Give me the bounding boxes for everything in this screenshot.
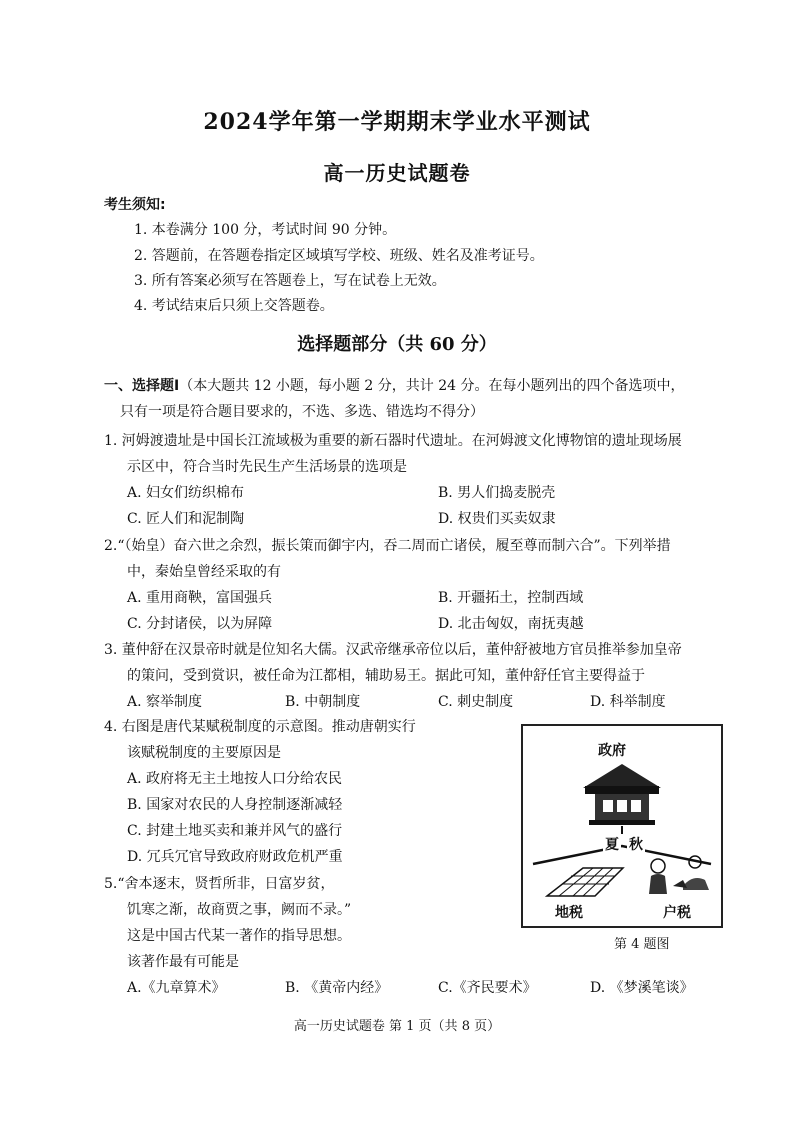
q3-option-a: A. 察举制度 <box>127 694 203 710</box>
page-footer: 高一历史试题卷 第 1 页（共 8 页） <box>293 1019 501 1034</box>
part-instructions <box>104 375 684 395</box>
q5-option-b: B. 《黄帝内经》 <box>285 980 389 996</box>
q1-option-a: A. 妇女们纺织棉布 <box>127 485 245 501</box>
figure-autumn-label: 秋 <box>627 834 645 854</box>
question-4-stem-cont: 该赋税制度的主要原因是 <box>127 745 281 761</box>
q5-option-d: D. 《梦溪笔谈》 <box>590 980 694 996</box>
q4-option-c: C. 封建土地买卖和兼并风气的盛行 <box>127 823 343 839</box>
exam-subtitle: 高一历史试题卷 <box>323 161 471 185</box>
part-desc-2: 只有一项是符合题目要求的，不选、多选、错选均不得分） <box>120 404 484 420</box>
figure-household-tax-label: 户税 <box>663 905 691 921</box>
q2-option-d: D. 北击匈奴，南抚夷越 <box>438 616 584 632</box>
q3-option-d: D. 科举制度 <box>590 694 666 710</box>
question-1-stem: 1. 河姆渡遗址是中国长江流域极为重要的新石器时代遗址。在河姆渡文化博物馆的遗址现场展 <box>104 433 682 449</box>
q1-option-b: B. 男人们捣麦脱壳 <box>438 485 556 501</box>
tax-system-figure <box>521 724 723 928</box>
q2-option-a: A. 重用商鞅，富国强兵 <box>127 590 273 606</box>
question-3-stem: 3. 董仲舒在汉景帝时就是位知名大儒。汉武帝继承帝位以后，董仲舒被地方官员推举参加皇帝 <box>104 642 682 658</box>
q2-option-c: C. 分封诸侯，以为屏障 <box>127 616 273 632</box>
figure-summer-label: 夏 <box>603 834 621 854</box>
q1-option-d: D. 权贵们买卖奴隶 <box>438 511 556 527</box>
part-label: 一、选择题Ⅰ <box>104 378 180 394</box>
figure-caption: 第 4 题图 <box>614 937 670 952</box>
question-5-stem-cont: 饥寒之渐，故商贾之事，阙而不录。” <box>127 902 352 918</box>
government-building-icon <box>523 726 721 926</box>
notice-item: 1. 本卷满分 100 分，考试时间 90 分钟。 <box>134 222 397 238</box>
q5-option-a: A.《九章算术》 <box>127 980 226 996</box>
question-1-stem-cont: 示区中，符合当时先民生产生活场景的选项是 <box>127 459 407 475</box>
part-desc-1: （本大题共 12 小题，每小题 2 分，共计 24 分。在每小题列出的四个备选项中， <box>179 378 685 394</box>
question-5-stem: 5.“舍本逐末，贤哲所非，日富岁贫， <box>104 876 335 892</box>
notice-item: 4. 考试结束后只须上交答题卷。 <box>134 298 334 314</box>
q4-option-d: D. 冗兵冗官导致政府财政危机严重 <box>127 849 343 865</box>
q3-option-c: C. 刺史制度 <box>438 694 514 710</box>
q4-option-a: A. 政府将无主土地按人口分给农民 <box>127 771 343 787</box>
question-4-stem: 4. 右图是唐代某赋税制度的示意图。推动唐朝实行 <box>104 719 416 735</box>
section-heading: 选择题部分（共 60 分） <box>297 334 497 355</box>
question-5-stem-cont: 该著作最有可能是 <box>127 954 239 970</box>
question-2-stem: 2.“（始皇）奋六世之余烈，振长策而御宇内，吞二周而亡诸侯，履至尊而制六合”。下列举措 <box>104 538 671 554</box>
q2-option-b: B. 开疆拓土，控制西域 <box>438 590 584 606</box>
notice-item: 2. 答题前，在答题卷指定区域填写学校、班级、姓名及准考证号。 <box>134 248 544 264</box>
q1-option-c: C. 匠人们和泥制陶 <box>127 511 245 527</box>
notice-item: 3. 所有答案必须写在答题卷上，写在试卷上无效。 <box>134 273 446 289</box>
q3-option-b: B. 中朝制度 <box>285 694 361 710</box>
q4-option-b: B. 国家对农民的人身控制逐渐减轻 <box>127 797 343 813</box>
figure-government-label: 政府 <box>598 743 626 759</box>
exam-title: 2024学年第一学期期末学业水平测试 <box>203 109 591 135</box>
q5-option-c: C.《齐民要术》 <box>438 980 537 996</box>
question-3-stem-cont: 的策问，受到赏识，被任命为江都相，辅助易王。据此可知，董仲舒任官主要得益于 <box>127 668 645 684</box>
question-2-stem-cont: 中，秦始皇曾经采取的有 <box>127 564 281 580</box>
question-5-stem-cont: 这是中国古代某一著作的指导思想。 <box>127 928 351 944</box>
notice-heading: 考生须知: <box>104 197 166 213</box>
figure-land-tax-label: 地税 <box>555 905 583 921</box>
